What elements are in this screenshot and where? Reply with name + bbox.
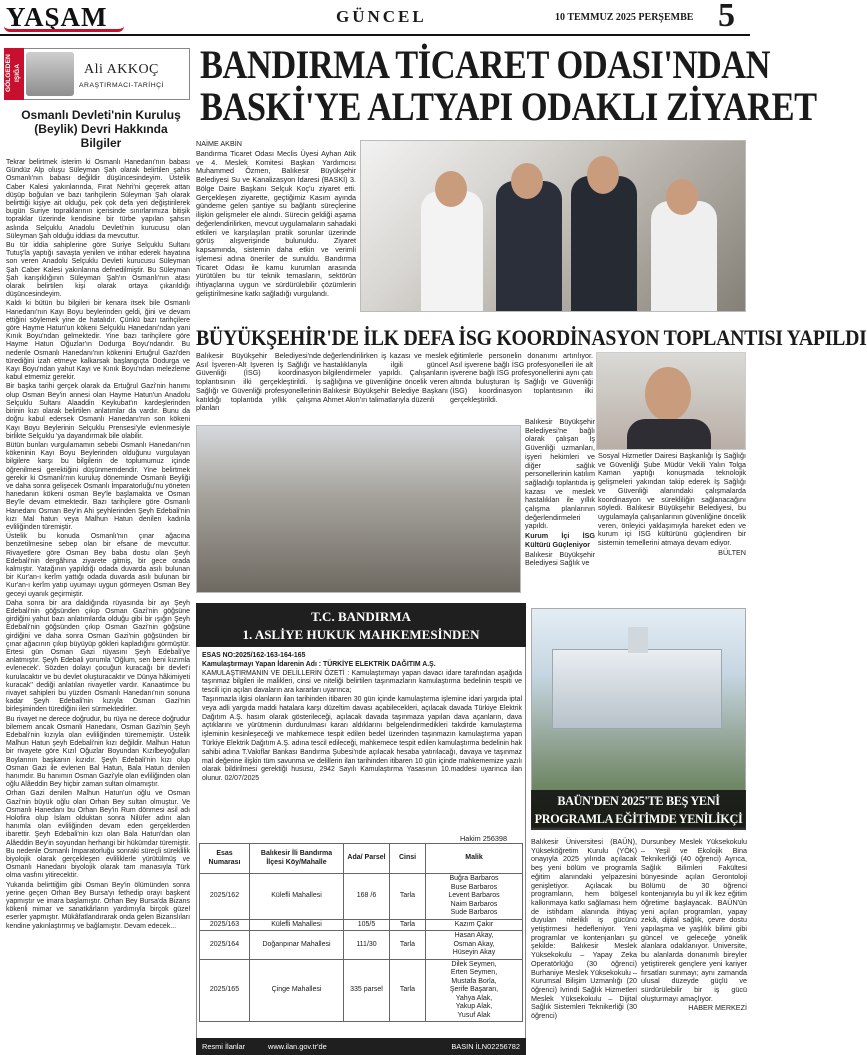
author-name: Ali AKKOÇ: [84, 62, 159, 77]
column-paragraph: Yukarıda belirttiğim gibi Osman Bey'in ölümünden sonra yerine geçen Orhan Bey Bursa'yı fethedip orayı başkent yapmıştır ve imara başlamıştır. Orhan Bey Bursa'da Bizans kökenli mimar ve sanatkârların yardımıyla birçok güzel eserler yapmıştır. Mükâfatlandırarak onda gelen Bizanslıları kendine yakınlaştırmış ve bağlamıştır. Devam edecek...: [6, 881, 190, 930]
person-figure: [496, 181, 562, 311]
table-cell: Tarla: [390, 874, 426, 920]
footer-url[interactable]: www.ilan.gov.tr'de: [268, 1042, 327, 1051]
table-header: Balıkesir İli Bandırma İlçesi Köy/Mahalle: [250, 844, 344, 874]
baun-col2: [641, 838, 747, 1053]
isg-right-text: Sosyal Hizmetler Dairesi Başkanlığı İş Sağlığı ve Güvenliği Şube Müdür Vekili Yalın Tolga Kaman yaptığı konuşmada teknolojik gelişmeleri yakından takip ederek İş Sağlığı ve Güvenliği alanındaki çalışmalarda koordinasyon ve sürekliliğin sağlanacağını söyledi. Balıkesir Büyükşehir Belediyesi, bu uygulamayla çalışanlarının güvenliğine öncelik veren, önleyici yaklaşımıyla hareket eden ve kurum içi İSG kültürünü güçlendiren bir sistemin temellerini atmaya devam ediyor.: [598, 451, 746, 548]
esas-no: ESAS NO:2025/162-163-164-165: [202, 652, 306, 659]
legal-notice-footer: [196, 1038, 526, 1055]
table-row: [200, 931, 523, 960]
table-cell: Doğanpınar Mahallesi: [250, 931, 344, 960]
legal-notice-text: [202, 652, 522, 832]
page-number: 5: [718, 0, 735, 34]
column-paragraph: Üstelik bu konuda Osmanlı'nın çınar ağacına benzetilmesine sebep olan bir efsane de mevcuttur. Rivayetlere göre Osman Bey baba dostu olan Şeyh Edebali'nin dergâhına ziyarete gitmiş, bir gece orada kalmıştır. Yatağının yapıldığı odada duvarda asılı bulunan bir Kur'an-ı kerîm yattığı odada duvarda asılı bulunan bir Kur'an-ı kerîm yatıp uyumayı uygun görmeyen Osman Bey geceyi uyanık geçirmiştir.: [6, 533, 190, 598]
column-paragraph: Kaldı ki bütün bu bilgileri bir kenara itsek bile Osmanlı Hanedanı'nın Kayı Boyu beylerinden geldi, ğini ve devam ettiğini söylemek yine de hatalıdır. Çünkü bazı tarihçilere göre Hayme Hatun'un kökeni Selçuklu Hanedanı'ndan yani Kınık Boyu'ndan gelmektedir. Yine bazı tarihçilere göre Hayme Hatun Oğuzlar'ın Dodurga Boyu'ndandır. Bu nedenle Osmanlı Hanedanı'nın kökenini Ertuğrul Gazi'den türediğini izah etmeye kalkarsak başlangıçta Dodurga ve Kayı Boyu'ndan yahut Kayı ve Kınık Boyu'ndan melezleme kabul etmemiz gerekir.: [6, 300, 190, 382]
building-tower: [628, 627, 648, 653]
logo-text: YAŞAM: [6, 2, 108, 32]
isg-col1: Balıkesir Büyükşehir Belediyesi'nde Asıl İşveren-Alt İşveren İş Sağlığı ve Güvenliği (İSG) koordinasyon toplantısının ilki gerçekleştirildi. İş Sağlığı ve Güvenliği profesyonellerinin katıldığı toplantıda yıllık çalışma planları: [196, 351, 321, 413]
main-headline-line1: BANDIRMA TİCARET ODASI'NDAN: [200, 42, 771, 87]
hakim-id: Hakim 256398: [460, 834, 508, 843]
isg-signature: BÜLTEN: [718, 547, 746, 557]
idare-name: Kamulaştırmayı Yapan İdarenin Adı : TÜRKİYE ELEKTRİK DAĞITIM A.Ş.: [202, 660, 436, 668]
main-article-text: Bandırma Ticaret Odası Meclis Üyesi Ayhan Atik ve 4. Meslek Komitesi Başkan Yardımcısı Muhammed Özmen, Balıkesir Büyükşehir Belediyesi Su ve Kanalizasyon İdaresi (BASKİ) 3. Bölge Daire Başkanı Selçuk Koç'u ziyaret etti. Gerçekleşen ziyarette, geçtiğimiz Kasım ayında gündeme gelen şantiye su bağlantı süreçlerine ilişkin gelişmeler ele alındı. Sürecin geldiği aşama değerlendirilirken, mevcut uygulamaların sahadaki etkileri ve karşılaşılan pratik sorunlar üzerinde görüş alışverişinde bulunuldu. Ziyaret kapsamında, sistemin daha etkin ve verimli işlemesi adına öneriler de sunuldu. Bandırma Ticaret Odası ile kamu kurumları arasında yürütülen bu tür teknik temasların, sektörün ihtiyaçlarına uygun ve sürdürülebilir çözümlerin geliştirilmesine katkı sağladığı vurgulandı.: [196, 148, 356, 298]
author-photo: [26, 52, 74, 96]
table-row: [200, 919, 523, 931]
person-figure: [421, 191, 483, 311]
caption-line2: PROGRAMLA EĞİTİMDE YENİLİKÇİ ADIM: [534, 812, 743, 844]
masthead-rule: [0, 34, 750, 36]
table-cell: 2025/162: [200, 874, 250, 920]
section-title: GÜNCEL: [336, 7, 427, 26]
column-title: Osmanlı Devleti'nin Kuruluş (Beylik) Devri Hakkında Bilgiler: [21, 108, 181, 150]
person-figure: [651, 201, 717, 311]
kamulastirma-ozet: KAMULAŞTIRMANIN VE DELİLLERİN ÖZETİ : Kamulaştırmayı yapan davacı idare tarafından aşağıda taşınmaz bilgileri ile malikleri, cinsi ve niteliği belirtilen taşınmazların kamulaştırma bedelinin tespiti ve tescili için açılan davaların ara kararları uyarınca;: [202, 669, 522, 695]
meeting-photo: [196, 425, 521, 593]
table-cell: Buğra Barbaros Buse Barbaros Levent Barbaros Naim Barbaros Sude Barbaros: [426, 874, 523, 920]
speaker-photo: [596, 352, 746, 450]
court-line1: T.C. BANDIRMA: [311, 609, 411, 624]
table-cell: 335 parsel: [344, 959, 390, 1022]
isg-headline: BÜYÜKŞEHİR'DE İLK DEFA İSG KOORDİNASYON TOPLANTISI YAPILDI: [196, 325, 867, 350]
column-vertical-label: GÖLGEDEN IŞIĞA: [4, 48, 24, 100]
isg-narrow-text2: Balıkesir Büyükşehir Belediyesi Sağlık ve: [525, 549, 595, 568]
baun-col2-text: Dursunbey Meslek Yüksekokulu – Yeşil ve Ekolojik Bina Teknikerliği (40 öğrenci) Ayrıca, Sağlık Bilimleri Fakültesi bünyesinde açılan Gerontoloji Bölümü de 30 öğrenci kontenjanıyla bu yıl ilk kez eğitim öğretime başlayacak. BAÜN'ün yeni açılan programları, yapay zekâ, dijital sağlık, çevre dostu yapılaşma ve yaşlılık bilimi gibi güncel ve geleceğe yönelik alanlara odaklanıyor. Üniversite, bu alanlarda donanımlı bireyler yetiştirerek gençlere yeni kariyer fırsatları sunmayı; aynı zamanda ulusal düzeyde güçlü ve sürdürülebilir bir iş gücü oluşturmayı amaçlıyor.: [641, 837, 747, 1003]
isg-narrow-text: Balıkesir Büyükşehir Belediyesi'ne bağlı olarak çalışan İş Güvenliği uzmanları, işyeri hekimleri ve diğer sağlık personellerinin katılım sağladığı toplantıda iş kazası ve meslek hastalıkları ile yıllık çalışma planlarının değerlendirmeleri yapıldı.: [525, 417, 595, 531]
table-header-row: [200, 844, 523, 874]
column-paragraph: Daha sonra bir ara daldığında rüyasında bir ayı Şeyh Edebali'nin göğsünden çıkıp Osman Gazi'nin göğsüne girdiğini yahut bazı anlatımlarda olduğu gibi bir ışığın Şeyh Edebali'nin göğsünden çıkıp Osman Gazi'nin göğsüne girdiğini ve daha sonra Osman Gazi'nin göğsünden bir çınar ağacının çıkıp büyüyüp gökleri kapladığını görmüştür. Ertesi gün Osman Gazi rüyasını Şeyh Edebali'ye anlatmıştır. Şeyh Edebali yorumla 'Oğlum, sen beni kızımla evlenecek'. Sözden dolayı çocuğun kuracağı bir devlet'i kurulacaktır ve bu devlet oluşturacaktır ve Dünya hâkimiyeti kuracak'' dediği anlatılan rivayetler vardır. Kanaatimce bu rivayet sahipleri bu yüzden Osmanlı Hanedanı'nın sonuna kadar Şeyh Edebali'nin kızıyla Osman Gazi'nin birleşiminden türediğini ileri sürmektedirler.: [6, 599, 190, 714]
table-cell: Tarla: [390, 959, 426, 1022]
photo-caption: [531, 790, 746, 844]
footer-code: BASIN İLN02256782: [451, 1042, 520, 1051]
main-article-body: [196, 140, 356, 316]
table-cell: 2025/164: [200, 931, 250, 960]
baun-signature: HABER MERKEZİ: [688, 1003, 747, 1013]
table-cell: 168 /6: [344, 874, 390, 920]
issue-date: 10 TEMMUZ 2025 PERŞEMBE: [555, 12, 694, 23]
table-cell: Tarla: [390, 919, 426, 931]
caption-line1: BAÜN'DEN 2025'TE BEŞ YENİ: [557, 794, 720, 808]
table-cell: 2025/163: [200, 919, 250, 931]
newspaper-logo: [6, 2, 108, 33]
table-row: [200, 959, 523, 1022]
person-head: [511, 163, 543, 199]
table-header: Ada/ Parsel: [344, 844, 390, 874]
table-cell: Külefli Mahallesi: [250, 874, 344, 920]
author-title: ARAŞTIRMACI-TARİHÇİ: [79, 82, 164, 89]
parcel-table: [199, 843, 523, 1022]
person-head: [587, 156, 619, 194]
table-cell: Külefli Mahallesi: [250, 919, 344, 931]
table-cell: 111/30: [344, 931, 390, 960]
byline: NAİME AKBİN: [196, 139, 242, 148]
column-paragraph: Bütün bunları vurgulamamın sebebi Osmanlı Hanedanı'nın kökeninin Kayı Boyu Beylerinden olduğunu vurgulayan bilgilere karşı bu bilgilerin de toplumumuz içinde öğrenilmesi gerektiğini düşünmemdendir. Yine belirtmek gerekir ki Osmanlı'nın kuruluş döneminde Osmanlı Beyliği ve daha sonra gelişecek Osmanlı İmparatorluğu'nu yöneten hanedanın kökeni osman Bey'le başlamakta ve Osman Bey'le devam etmektedir. Bazı tarihçilere göre Osmanlı Hanedanı Osman Bey'in Ahi şeyhlerinden Şeyh Edebali'nin kızı Mal hatun veya Malhun Hatun denilen kadınla evliliğinden türemiştir.: [6, 441, 190, 531]
court-line2: 1. ASLİYE HUKUK MAHKEMESİNDEN: [242, 627, 480, 642]
legal-notice-header: [196, 603, 526, 647]
logo-swoosh: [4, 26, 124, 32]
isg-narrow-column: [525, 418, 595, 596]
person-figure: [571, 176, 637, 311]
table-cell: 105/5: [344, 919, 390, 931]
person-head: [666, 179, 698, 215]
table-cell: Dilek Seymen, Erten Seymen, Mustafa Borla, Şerife Başaran, Yahya Alak, Yakup Alak, Yusuf Alak: [426, 959, 523, 1022]
isg-col3: eğitimlerle personelin donanımı artırılıyor. Asıl işverene bağlı İSG profesyonelleri ile alt işverene bağlı İSG profesyonellerini aynı çatı altında buluşturan İş Sağlığı ve Güvenliği (İSG) koordinasyon toplantısının ilki gerçekleştirildi.: [450, 351, 593, 404]
table-cell: Kazım Çakır: [426, 919, 523, 931]
column-body: [6, 159, 190, 1051]
person-head: [435, 171, 467, 207]
column-paragraph: Bu tür iddia sahiplerine göre Suriye Selçuklu Sultanı Tutuş'la yaptığı savaşta yenilen ve intihar ederek hayatına son veren Anadolu Selçuklu Devleti kurucusu Süleyman Şah Caber Kalesi yakınlarına defnedilmiştir. Bu Süleyman Şah karışıklığının Süleyman Şah'ın Osmanlı'nın atası olarak belirtilen kişi olarak ortaya çıkarıldığı düşüncesindeyim.: [6, 242, 190, 299]
table-cell: Tarla: [390, 931, 426, 960]
speaker-body: [627, 419, 711, 449]
baun-col1: Balıkesir Üniversitesi (BAÜN), Yükseköğretim Kurulu (YÖK) onayıyla 2025 yılında açılacak beş yeni bölüm ve programla eğitim alanındaki yelpazesini genişletiyor. Açılacak bu programların, hem bölgesel kalkınmaya katkı sağlaması hem de istihdam alanında ihtiyaç duyulan nitelikli iş gücünü yetiştirmesi hedefleniyor. Yeni programlar ve kontenjanları şu şekilde: Balıkesir Meslek Yüksekokulu – Yapay Zeka Operatörlüğü (30 öğrenci) Burhaniye Meslek Yüksekokulu – Kurumsal Bilişim Uzmanlığı (20 öğrenci) İvrindi Sağlık Hizmetleri Meslek Yüksekokulu – Dijital Sağlık Sistemleri Teknikerliği (30 öğrenci): [531, 837, 637, 1021]
legal-body: Taşınmazla ilgisi olanların ilan tarihinden itibaren 30 gün içinde kamulaştırma işlemine idari yargıda iptal veya adli yargıda maddi hatalara karşı düzeltim davası açabilecekleri, açılacak davada Türkiye Elektrik Dağıtım A.Ş. hasım olarak gösterileceği, açılacak davada taşınmaza yapılan dava açanların, dava açtıklarını ve yürütmenin durdurulması kararı aldıklarını belgelendirmedikleri takdirde kamulaştırma işleminin kesinleşeceği ve mahkemece tespit edilen bedel üzerinden taşınmazın kamulaştırma yapan Türkiye Elektrik Dağıtım A.Ş. adına tescil edileceği, mahkemece tespit edilen kamulaştırma bedelinin hak sahibi adına T.Vakıflar Bankası Bandırma Şubesi'nde açılacak hesaba yatırılacağı, davaya ve taşınmaz mal değerine ilişkin tüm savunma ve delillerin ilan tarihinden itibaren 10 gün içinde mahkememize yazılı olarak bildirilmesi gerektiği hususu, 2942 Sayılı Kamulaştırma Yasasının 10.maddesi uyarınca ilan olunur. 02/07/2025: [202, 695, 522, 783]
isg-right-column: [598, 452, 746, 600]
main-headline: [200, 42, 817, 129]
column-paragraph: Tekrar belirtmek isterim ki Osmanlı Hanedanı'nın babası Gündüz Alp oluşu Süleyman Şah olarak belirtilen şahıs Osmanlı'nın babası değildir düşüncesindeyim. Üstelik Caber Kalesi yakınlarında, Fırat Nehri'ni geçerek attan düşüp boğulan ve bazı tarihçilerin Süleyman Şah olarak belirttiği kişiye ait olduğu, pek çok defa yeri değiştirilerek bugün Suriye topraklarının içerisinde sınırlarımıza bitişik topraklar üzerinde kendisine bir türbe yapılan şahsın aslında Selçuklu Anadolu Devleti'nin kurucusu olan Süleyman Şah olduğu iddiası da mevcuttur.: [6, 159, 190, 240]
visit-photo: [360, 140, 746, 312]
column-paragraph: Bir başka tarihi gerçek olarak da Ertuğrul Gazi'nin hanımı olup Osman Bey'in annesi olan Hayme Hatun'un Anadolu Selçuklu Sultanı Alaaddin Keykubat'ın kardeşlerinden birinin kızı olarak belirtilen anlatımlar da vardır. Bunu da doğru kabul edersek Osmanlı Hanedanı'nın son kökeni Kayı Boyu Beylerinin Selçuklu Prensesi'yle evlenmesiyle birlikte Selçuklu 'ya dayandırmak bile olabilir.: [6, 383, 190, 440]
table-header: Cinsi: [390, 844, 426, 874]
main-headline-line2: BASKİ'YE ALTYAPI ODAKLI ZİYARET: [200, 84, 817, 129]
speaker-head: [645, 367, 691, 421]
column-paragraph: Orhan Gazi denilen Malhun Hatun'un oğlu ve Osman Gazi'nin büyük oğlu olan Orhan Bey sultan olmuştur. Ve Osmanlı Hanedanı bu Orhan Bey'in Rum dönmesi asil adı Holofira olup İslam olduktan sonra Nilüfer adını alan hanımla olan evliliğinden devam eden gerçeklerden ibarettir. Şeyh Edebali'nin kızı olan Bala Hatun'dan olan Alâeddin Bey'in soyundan herhangi bir hükümdar türemiştir. Bu nedenle Osmanlı İmparatorluğu sonraki süreçli süreklilik biyolojik olarak gerçekleşen evliliklerle yürütülmüş ve Osmanlı Hanedanı biyolojik olarak tam manasıyla Türk olma vasfını yitirecektir.: [6, 790, 190, 880]
table-cell: 2025/165: [200, 959, 250, 1022]
isg-subhead: Kurum İçi İSG Kültürü Güçleniyor: [525, 531, 595, 549]
table-header: Esas Numarası: [200, 844, 250, 874]
isg-col2: değerlendirilirken iş kazası ve meslek hastalıklarıyla ilgili güncel bilgilendirmeler yapıldı. Çalışanların sağlığına ve güvenliğine öncelik veren Balıkesir Büyükşehir Belediye Başkanı Ahmet Akın'ın talimatlarıyla düzenli: [323, 351, 448, 404]
table-header: Malik: [426, 844, 523, 874]
footer-label: Resmi İlanlar: [202, 1042, 246, 1051]
table-row: [200, 874, 523, 920]
building-shape: [552, 649, 722, 729]
table-cell: Çinge Mahallesi: [250, 959, 344, 1022]
column-paragraph: Bu rivayet ne derece doğrudur, bu rüya ne derece doğrudur bilemem ancak Osmanlı Hanedanı, Osman Gazi'nin Şeyh Edebali'nin kızıyla olan evliliğinden türememiştir. Üstelik Malhun Hatun şeyh Edebali'nin kızı değildir. Malhun Hatun bir rivayete göre Kızıl Oğuzlar Boyundan Kızılbeyoğulları Boylarının başkanın kızıdır. Şeyh Edebali'nin kızı olup Osman Gazi ile evlenen Bal Hatun, Bala Hatun denilen hanımdır. Bu hanımın Osman Gazi'yle olan evliliğinden olan oğlu Alâeddin Bey hiçbir zaman sultan olmamıştır.: [6, 715, 190, 789]
table-cell: Hasan Akay, Osman Akay, Hüseyin Akay: [426, 931, 523, 960]
